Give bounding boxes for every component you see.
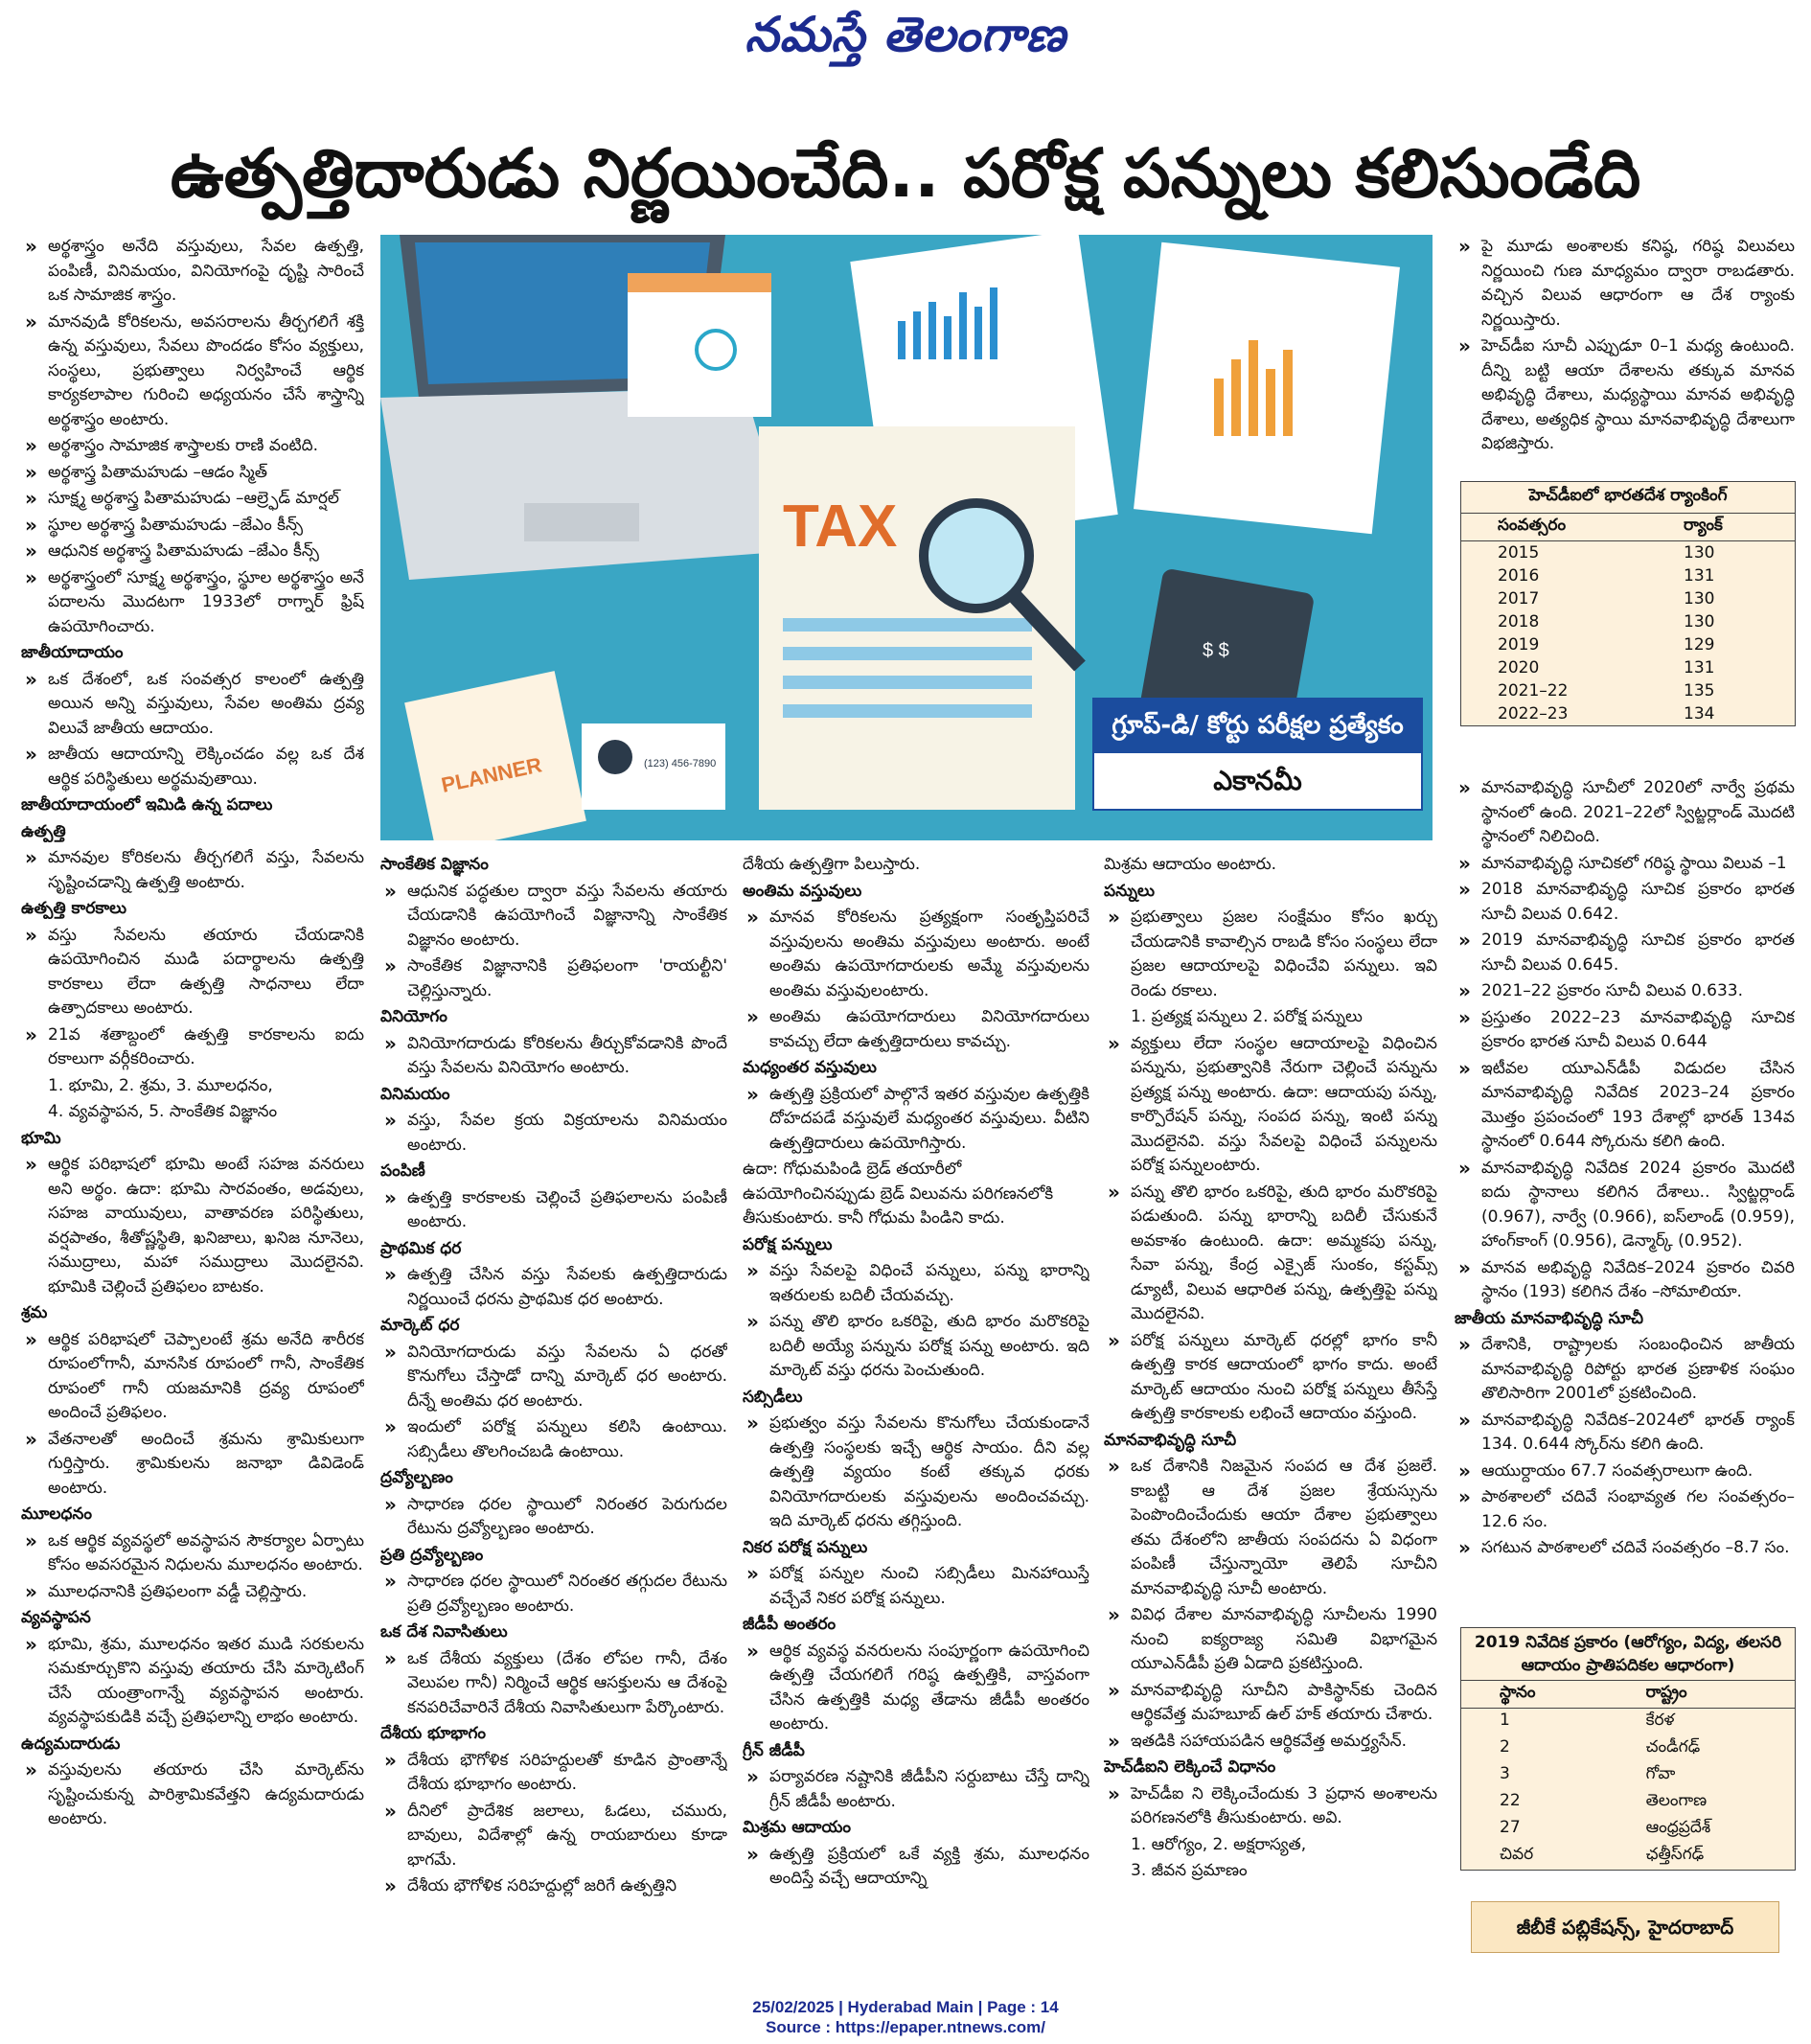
bullet-point: » అర్థశాస్త్రం అనేది వస్తువులు, సేవల ఉత్పత్తి, పంపిణీ, వినిమయం, వినియోగంపై దృష్టి సారించే ఒక సామాజిక శాస్త్రం.	[21, 235, 364, 309]
table-cell: 2021–22	[1498, 681, 1569, 700]
bullet-point: » 2021–22 ప్రకారం సూచీ విలువ 0.633.	[1455, 979, 1795, 1004]
table-cell: తెలంగాణ	[1645, 1791, 1708, 1810]
section-heading: గ్రీన్‌ జీడీపీ	[743, 1740, 805, 1760]
header-position: స్థానం	[1500, 1683, 1536, 1702]
table-row	[1461, 656, 1795, 679]
table-row	[1461, 702, 1795, 725]
bullet-point: » దేశానికి, రాష్ట్రాలకు సంబంధించిన జాతీయ మానవాభివృద్ధి రిపోర్టు భారత ప్రణాళిక సంఘం తొలిసారిగా 2001లో ప్రకటించింది.	[1455, 1333, 1795, 1407]
state-table-caption: 2019 నివేదిక ప్రకారం (ఆరోగ్యం, విద్య, తలసరి ఆదాయం ప్రాతిపదికల ఆధారంగా)	[1461, 1628, 1795, 1681]
table-row	[1461, 1843, 1795, 1870]
section-heading: ఉత్పత్తి	[21, 821, 66, 841]
bullet-point: » వినియోగదారుడు వస్తు సేవలను ఏ ధరతో కొనుగోలు చేస్తాడో దాన్ని మార్కెట్‌ ధర అంటారు. దీన్నే అంతిమ ధర అంటారు.	[380, 1341, 727, 1414]
bullet-point: » దేశీయ భౌగోళిక సరిహద్దుల్లో జరిగే ఉత్పత్తిని	[380, 1874, 727, 1899]
bullet-point: » మానవాభివృద్ధి సూచీని పాకిస్థాన్‌కు చెందిన ఆర్థికవేత్త మహబూబ్‌ ఉల్‌ హక్‌ తయారు చేశారు.	[1104, 1679, 1437, 1728]
bullet-point: » వస్తు, సేవల క్రయ విక్రయాలను వినిమయం అంటారు.	[380, 1109, 727, 1158]
section-heading: నికర పరోక్ష పన్నులు	[743, 1537, 868, 1557]
calendar-icon	[628, 273, 771, 417]
table-cell: 2018	[1498, 612, 1540, 632]
bullet-point: » పర్యావరణ నష్టానికి జీడీపీని సర్దుబాటు చేస్తే దాన్ని గ్రీన్‌ జీడీపీ అంటారు.	[743, 1765, 1089, 1814]
table-cell: 1	[1500, 1711, 1510, 1730]
banner-subject: ఎకానమీ	[1092, 753, 1423, 811]
section-heading: వ్యవస్థాపన	[21, 1608, 91, 1627]
section-heading: జాతీయాదాయంలో ఇమిడి ఉన్న పదాలు	[21, 795, 273, 815]
bullet-point: » పాఠశాలలో చదివే సంభావ్యత గల సంవత్సరం– 12.6 సం.	[1455, 1485, 1795, 1534]
banner-title: గ్రూప్‌-డి/ కోర్టు పరీక్షల ప్రత్యేకం	[1092, 698, 1423, 753]
hdi-table-caption: హెచ్‌డీఐలో భారతదేశ ర్యాంకింగ్‌	[1461, 482, 1795, 514]
bullet-point: » సూక్ష్మ అర్థశాస్త్ర పితామహుడు –ఆల్ర్ఫెడ్‌ మార్షల్‌	[21, 487, 364, 512]
bullet-point: » వ్యక్తులు లేదా సంస్థల ఆదాయాలపై విధించిన పన్నును, ప్రభుత్వానికి నేరుగా చెల్లించే పన్నును ప్రత్యక్ష పన్ను అంటారు. ఉదా: ఆదాయపు పన్ను, కార్పొరేషన్‌ పన్ను, సంపద పన్ను, ఇంటి పన్ను మొదలైనవి. వస్తు సేవలపై విధించే పన్నులను పరోక్ష పన్నులంటారు.	[1104, 1032, 1437, 1179]
bullet-point: » ఒక దేశంలో, ఒక సంవత్సర కాలంలో ఉత్పత్తి అయిన అన్ని వస్తువులు, సేవల అంతిమ ద్రవ్య విలువే జాతీయ ఆదాయం.	[21, 668, 364, 742]
bullet-point: » భూమి, శ్రమ, మూలధనం ఇతర ముడి సరకులను సమకూర్చుకొని వస్తువు తయారు చేసి మార్కెటింగ్‌ చేసే యంత్రాంగాన్నే వ్యవస్థాపన అంటారు. వ్యవస్థాపకుడికి వచ్చే ప్రతిఫలాన్ని లాభం అంటారు.	[21, 1633, 364, 1731]
table-cell: గోవా	[1645, 1764, 1676, 1783]
section-heading: దేశీయ భూభాగం	[380, 1724, 486, 1743]
table-cell: 2017	[1498, 589, 1540, 609]
section-heading: జాతీయ మానవాభివృద్ధి సూచీ	[1455, 1308, 1643, 1328]
footer-source-link[interactable]: Source : https://epaper.ntnews.com/	[766, 2018, 1045, 2036]
column-2	[380, 853, 727, 1964]
section-heading: ఉద్యమదారుడు	[21, 1734, 121, 1754]
bullet-point: » వినియోగదారుడు కోరికలను తీర్చుకోవడానికి పొందే వస్తు సేవలను వినియోగం అంటారు.	[380, 1032, 727, 1081]
hdi-ranking-table	[1460, 481, 1796, 726]
table-row	[1461, 1735, 1795, 1762]
bullet-point: » మానవాభివృద్ధి సూచికలో గరిష్ఠ స్థాయి విలువ –1	[1455, 852, 1795, 877]
bullet-point: » పన్ను తొలి భారం ఒకరిపై, తుది భారం మరొకరిపై బదిలీ అయ్యే పన్నును పరోక్ష పన్ను అంటారు. ఇది మార్కెట్‌ వస్తు ధరను పెంచుతుంది.	[743, 1310, 1089, 1384]
header-rank: ర్యాంక్‌	[1684, 516, 1723, 535]
section-heading: జాతీయాదాయం	[21, 643, 124, 662]
bullet-point: » ఒక ఆర్థిక వ్యవస్థలో అవస్థాపన సౌకర్యాల ఏర్పాటు కోసం అవసరమైన నిధులను మూలధనం అంటారు.	[21, 1529, 364, 1578]
paragraph: 1. భూమి, 2. శ్రమ, 3. మూలధనం,	[48, 1075, 273, 1095]
table-cell: 130	[1684, 543, 1715, 563]
section-heading: అంతిమ వస్తువులు	[743, 881, 862, 901]
table-cell: 2020	[1498, 658, 1540, 678]
bullet-point: » మానవాభివృద్ధి సూచీలో 2020లో నార్వే ప్రథమ స్థానంలో ఉంది. 2021–22లో స్విట్జర్లాండ్‌ మొదటి స్థానంలో నిలిచింది.	[1455, 776, 1795, 850]
table-cell: 135	[1684, 681, 1715, 700]
bullet-point: » మానవుల కోరికలను తీర్చగలిగే వస్తు, సేవలను సృష్టించడాన్ని ఉత్పత్తి అంటారు.	[21, 846, 364, 895]
bullet-point: » దేశీయ భౌగోళిక సరిహద్దులతో కూడిన ప్రాంతాన్నే దేశీయ భూభాగం అంటారు.	[380, 1749, 727, 1798]
planner-label: PLANNER	[439, 752, 544, 797]
headline: ఉత్పత్తిదారుడు నిర్ణయించేది.. పరోక్ష పన్నులు కలిసుండేది	[170, 134, 1641, 213]
paragraph: 3. జీవన ప్రమాణం	[1131, 1861, 1248, 1880]
bullet-point: » ఆర్థిక పరిభాషలో చెప్పాలంటే శ్రమ అనేది శారీరక రూపంలోగానీ, మానసిక రూపంలో గానీ, సాంకేతిక రూపంలో గానీ యజమానికి ద్రవ్య రూపంలో అందించే ప్రతిఫలం.	[21, 1328, 364, 1426]
section-heading: జీడీపీ అంతరం	[743, 1615, 837, 1634]
bullet-point: » సగటున పాఠశాలలో చదివే సంవత్సరం –8.7 సం.	[1455, 1536, 1795, 1561]
table-cell: 130	[1684, 612, 1715, 632]
masthead	[0, 0, 1811, 69]
column-3	[743, 853, 1089, 1964]
bullet-point: » 2019 మానవాభివృద్ధి సూచిక ప్రకారం భారత సూచీ విలువ 0.645.	[1455, 929, 1795, 977]
section-heading: మానవాభివృద్ధి సూచీ	[1104, 1430, 1237, 1450]
column-5-top	[1455, 235, 1795, 474]
bullet-point: » అంతిమ ఉపయోగదారులు వినియోగదారులు కావచ్చు లేదా ఉత్పత్తిదారులు కావచ్చు.	[743, 1005, 1089, 1054]
table-cell: చివర	[1500, 1845, 1534, 1864]
section-heading: ప్రతి ద్రవ్యోల్బణం	[380, 1545, 484, 1565]
table-row	[1461, 679, 1795, 702]
bullet-point: » పన్ను తొలి భారం ఒకరిపై, తుది భారం మరొకరిపై పడుతుంది. పన్ను భారాన్ని బదిలీ చేసుకునే అవకాశం ఉంటుంది. ఉదా: అమ్మకపు పన్ను, సేవా పన్ను, కేంద్ర ఎక్సైజ్‌ సుంకం, కస్టమ్స్‌ డ్యూటీ, విలువ ఆధారిత పన్ను, ఉత్పత్తిపై పన్ను మొదలైనవి.	[1104, 1181, 1437, 1327]
bullet-point: » హెచ్‌డీఐ ని లెక్కించేందుకు 3 ప్రధాన అంశాలను పరిగణనలోకి తీసుకుంటారు. అవి.	[1104, 1782, 1437, 1831]
bullet-point: » స్థూల అర్థశాస్త్ర పితామహుడు –జేఎం కీన్స్‌	[21, 514, 364, 539]
bullet-point: » మూలధనానికి ప్రతిఫలంగా వడ్డీ చెల్లిస్తారు.	[21, 1580, 364, 1605]
section-heading: పరోక్ష పన్నులు	[743, 1234, 833, 1254]
table-cell: ఛత్తీస్‌గఢ్‌	[1645, 1845, 1705, 1864]
section-heading: పన్నులు	[1104, 881, 1155, 901]
id-card-icon	[582, 723, 725, 810]
bullet-point: » సాధారణ ధరల స్థాయిలో నిరంతర పెరుగుదల రేటును ద్రవ్యోల్బణం అంటారు.	[380, 1493, 727, 1542]
bullet-point: » 21వ శతాబ్దంలో ఉత్పత్తి కారకాలను ఐదు రకాలుగా వర్గీకరించారు.	[21, 1023, 364, 1072]
table-cell: 131	[1684, 658, 1715, 678]
bullet-point: » వస్తువులను తయారు చేసి మార్కెట్‌ను సృష్టించుకున్న పారిశ్రామికవేత్తని ఉద్యమదారుడు అంటారు.	[21, 1758, 364, 1832]
table-row	[1461, 1789, 1795, 1816]
bullet-point: » అర్థశాస్త్ర పితామహుడు –ఆడం స్మిత్‌	[21, 461, 364, 486]
masthead-logo: నమస్తే తెలంగాణ	[745, 6, 1066, 62]
column-1	[21, 235, 364, 1960]
bullet-point: » మానవ అభివృద్ధి నివేదిక–2024 ప్రకారం చివరి స్థానం (193) కలిగిన దేశం –సోమాలియా.	[1455, 1256, 1795, 1305]
bullet-point: » ఉత్పత్తి ప్రక్రియలో పాల్గొనే ఇతర వస్తువుల ఉత్పత్తికి దోహదపడే వస్తువులే మధ్యంతర వస్తువులు. వీటిని ఉత్పత్తిదారులు ఉపయోగిస్తారు.	[743, 1083, 1089, 1157]
paragraph: 1. ఆరోగ్యం, 2. అక్షరాస్యత,	[1131, 1834, 1307, 1854]
footer-date-edition: 25/02/2025 | Hyderabad Main | Page : 14	[752, 1998, 1059, 2016]
section-heading: మార్కెట్‌ ధర	[380, 1316, 460, 1335]
bullet-point: » ఉత్పత్తి ప్రక్రియలో ఒకే వ్యక్తి శ్రమ, మూలధనం అందిస్తే వచ్చే ఆదాయాన్ని	[743, 1843, 1089, 1892]
paragraph: మిశ్రమ ఆదాయం అంటారు.	[1104, 855, 1277, 874]
table-row	[1461, 1762, 1795, 1789]
table-row	[1461, 1709, 1795, 1735]
bullet-point: » వేతనాలతో అందించే శ్రమను శ్రామికులుగా గుర్తిస్తారు. శ్రామికులను జనాభా డివిడెండ్‌ అంటారు.	[21, 1428, 364, 1502]
bullet-point: » ప్రభుత్వాలు ప్రజల సంక్షేమం కోసం ఖర్చు చేయడానికి కావాల్సిన రాబడి కోసం సంస్థలు లేదా ప్రజల ఆదాయాలపై విధించేవి పన్నులు. ఇవి రెండు రకాలు.	[1104, 906, 1437, 1003]
section-heading: సాంకేతిక విజ్ఞానం	[380, 855, 489, 874]
bullet-point: » ఆర్థిక పరిభాషలో భూమి అంటే సహజ వనరులు అని అర్థం. ఉదా: భూమి సారవంతం, అడవులు, సహజ వాయువులు, వాతావరణ పరిస్థితులు, వర్షపాతం, శీతోష్ణస్థితి, ఖనిజాలు, ఖనిజ నూనెలు, సముద్రాలు, మహా సముద్రాలు మొదలైనవి. భూమికి చెల్లించే ప్రతిఫలం బాటకం.	[21, 1153, 364, 1299]
section-heading: ఒక దేశ నివాసితులు	[380, 1622, 508, 1642]
section-heading: ద్రవ్యోల్బణం	[380, 1468, 453, 1487]
bullet-point: » వివిధ దేశాల మానవాభివృద్ధి సూచీలను 1990 నుంచి ఐక్యరాజ్య సమితి విభాగమైన యూఎన్‌డీపీ ప్రతి ఏడాది ప్రకటిస్తుంది.	[1104, 1603, 1437, 1677]
table-cell: 129	[1684, 635, 1715, 655]
tax-label: TAX	[783, 494, 898, 560]
section-heading: సబ్సిడీలు	[743, 1387, 803, 1407]
bullet-point: » పరోక్ష పన్నులు మార్కెట్‌ ధరల్లో భాగం కానీ ఉత్పత్తి కారక ఆదాయంలో భాగం కాదు. అంటే మార్కెట్‌ ఆదాయం నుంచి పరోక్ష పన్నులు తీసేస్తే ఉత్పత్తి కారకాలకు లభించే ఆదాయం వస్తుంది.	[1104, 1329, 1437, 1427]
section-heading: భూమి	[21, 1128, 61, 1148]
table-cell: 134	[1684, 704, 1715, 723]
table-cell: 2016	[1498, 566, 1540, 586]
section-heading: మూలధనం	[21, 1504, 92, 1524]
table-row	[1461, 1816, 1795, 1843]
bullet-point: » ఆధునిక పద్ధతుల ద్వారా వస్తు సేవలను తయారు చేయడానికి ఉపయోగించే విజ్ఞానాన్ని సాంకేతిక విజ్ఞానం అంటారు.	[380, 880, 727, 953]
bullet-point: » పరోక్ష పన్నుల నుంచి సబ్సిడీలు మినహాయిస్తే వచ్చేవే నికర పరోక్ష పన్నులు.	[743, 1562, 1089, 1611]
bullet-point: » సాంకేతిక విజ్ఞానానికి ప్రతిఫలంగా 'రాయల్టీని' చెల్లిస్తున్నారు.	[380, 954, 727, 1003]
bar-chart-document-2	[1134, 242, 1400, 535]
paragraph: 4. వ్యవస్థాపన, 5. సాంకేతిక విజ్ఞానం	[48, 1102, 278, 1121]
bullet-point: » మానవ కోరికలను ప్రత్యక్షంగా సంతృప్తిపరిచే వస్తువులను అంతిమ వస్తువులు అంటారు. అంటే అంతిమ ఉపయోగదారులకు అమ్మే వస్తువులను అంతిమ వస్తువులంటారు.	[743, 906, 1089, 1003]
hdi-table-header	[1461, 514, 1795, 541]
bullet-point: » ఆర్థిక వ్యవస్థ వనరులను సంపూర్ణంగా ఉపయోగించి ఉత్పత్తి చేయగలిగే గరిష్ఠ ఉత్పత్తికి, వాస్తవంగా చేసిన ఉత్పత్తికి మధ్య తేడాను జీడీపీ అంతరం అంటారు.	[743, 1640, 1089, 1737]
table-cell: 131	[1684, 566, 1715, 586]
table-cell: 2	[1500, 1737, 1510, 1757]
table-cell: 22	[1500, 1791, 1521, 1810]
table-cell: ఆంధ్రప్రదేశ్‌	[1645, 1818, 1711, 1837]
bullet-point: » జాతీయ ఆదాయాన్ని లెక్కించడం వల్ల ఒక దేశ ఆర్థిక పరిస్థితులు అర్థమవుతాయి.	[21, 743, 364, 792]
bullet-point: » ఇందులో పరోక్ష పన్నులు కలిసి ఉంటాయి. సబ్సిడీలు తొలగించబడి ఉంటాయి.	[380, 1415, 727, 1464]
svg-text:$ $: $ $	[1203, 640, 1229, 661]
table-cell: 2022–23	[1498, 704, 1569, 723]
publisher-credit: జీబీకే పబ్లికేషన్స్‌, హైదరాబాద్‌	[1471, 1901, 1779, 1953]
column-4	[1104, 853, 1437, 1964]
table-row	[1461, 541, 1795, 564]
section-heading: వినియోగం	[380, 1007, 447, 1026]
header-state: రాష్ట్రం	[1645, 1683, 1687, 1702]
bullet-point: » సాధారణ ధరల స్థాయిలో నిరంతర తగ్గుదల రేటును ప్రతి ద్రవ్యోల్బణం అంటారు.	[380, 1570, 727, 1619]
bullet-point: » మానవాభివృద్ధి నివేదిక 2024 ప్రకారం మొదటి ఐదు స్థానాలు కలిగిన దేశాలు.. స్విట్జర్లాండ్‌ (0.967), నార్వే (0.966), ఐస్‌లాండ్‌ (0.959), హాంగ్‌కాంగ్‌ (0.956), డెన్మార్క్‌ (0.952).	[1455, 1157, 1795, 1254]
bullet-point: » మానవుడి కోరికలను, అవసరాలను తీర్చగలిగే శక్తి ఉన్న వస్తువులు, సేవలు పొందడం కోసం వ్యక్తులు, సంస్థలు, ప్రభుత్వాలు నిర్వహించే ఆర్థిక కార్యకలాపాల గురించి అధ్యయనం చేసే శాస్త్రాన్ని అర్థశాస్త్రం అంటారు.	[21, 310, 364, 433]
bullet-point: » ప్రస్తుతం 2022–23 మానవాభివృద్ధి సూచిక ప్రకారం భారత సూచీ విలువ 0.644	[1455, 1006, 1795, 1055]
bullet-point: » ఇటీవల యూఎన్‌డీపీ విడుదల చేసిన మానవాభివృద్ధి నివేదిక 2023–24 ప్రకారం మొత్తం ప్రపంచంలో 193 దేశాల్లో భారత్‌ 134వ స్థానంలో 0.644 స్కోరును కలిగి ఉంది.	[1455, 1057, 1795, 1155]
svg-text:(123) 456-7890: (123) 456-7890	[644, 758, 717, 769]
bullet-point: » దీనిలో ప్రాదేశిక జలాలు, ఓడలు, చమురు, బావులు, విదేశాల్లో ఉన్న రాయబారులు కూడా భాగమే.	[380, 1800, 727, 1873]
section-heading: వినిమయం	[380, 1084, 450, 1104]
table-cell: 2015	[1498, 543, 1540, 563]
header-year: సంవత్సరం	[1498, 516, 1567, 535]
section-heading: పంపిణీ	[380, 1161, 425, 1181]
bullet-point: » ఒక దేశానికి నిజమైన సంపద ఆ దేశ ప్రజలే. కాబట్టి ఆ దేశ ప్రజల శ్రేయస్సును పెంపొందించేందుకు ఆయా దేశాల ప్రభుత్వాలు తమ దేశంలోని జాతీయ సంపదను ఏ విధంగా పంపిణీ చేస్తున్నాయో తెలిపే సూచీని మానవాభివృద్ధి సూచీ అంటారు.	[1104, 1455, 1437, 1601]
bullet-point: » ప్రభుత్వం వస్తు సేవలను కొనుగోలు చేయకుండానే ఉత్పత్తి సంస్థలకు ఇచ్చే ఆర్థిక సాయం. దీని వల్ల ఉత్పత్తి వ్యయం కంటే తక్కువ ధరకు వినియోగదారులకు వస్తువులను అందించవచ్చు. ఇది మార్కెట్‌ ధరను తగ్గిస్తుంది.	[743, 1412, 1089, 1534]
section-banner	[1092, 698, 1423, 816]
paragraph: 1. ప్రత్యక్ష పన్నులు 2. పరోక్ష పన్నులు	[1131, 1007, 1363, 1026]
bullet-point: » పై మూడు అంశాలకు కనిష్ఠ, గరిష్ఠ విలువలు నిర్ణయించి గుణ మాధ్యమం ద్వారా రాబడతారు. వచ్చిన విలువ ఆధారంగా ఆ దేశ ర్యాంకు నిర్ణయిస్తారు.	[1455, 235, 1795, 333]
section-heading: శ్రమ	[21, 1303, 48, 1322]
table-row	[1461, 610, 1795, 633]
section-heading: ప్రాథమిక ధర	[380, 1238, 462, 1258]
column-5-bottom	[1455, 776, 1795, 1619]
bullet-point: » ఆధునిక అర్థశాస్త్ర పితామహుడు –జేఎం కీన్స్‌	[21, 540, 364, 564]
bullet-point: » ఉత్పత్తి కారకాలకు చెల్లించే ప్రతిఫలాలను పంపిణీ అంటారు.	[380, 1186, 727, 1235]
bullet-point: » మానవాభివృద్ధి నివేదిక–2024లో భారత్‌ ర్యాంక్‌ 134. 0.644 స్కోర్‌ను కలిగి ఉంది.	[1455, 1409, 1795, 1458]
bullet-point: » ఇతడికి సహాయపడిన ఆర్థికవేత్త అమర్త్యసేన్‌.	[1104, 1730, 1437, 1755]
table-row	[1461, 564, 1795, 587]
state-table-header	[1461, 1681, 1795, 1709]
paragraph: దేశీయ ఉత్పత్తిగా పిలుస్తారు.	[743, 855, 921, 874]
bullet-point: » హెచ్‌డీఐ సూచీ ఎప్పుడూ 0–1 మధ్య ఉంటుంది. దీన్ని బట్టి ఆయా దేశాలను తక్కువ మానవ అభివృద్ధి దేశాలు, మధ్యస్థాయి మానవ అభివృద్ధి దేశాలు, అత్యధిక స్థాయి మానవాభివృద్ధి దేశాలుగా విభజిస్తారు.	[1455, 334, 1795, 457]
table-cell: 27	[1500, 1818, 1521, 1837]
section-heading: మధ్యంతర వస్తువులు	[743, 1058, 877, 1077]
section-heading: హెచ్‌డీఐని లెక్కించే విధానం	[1104, 1757, 1276, 1777]
bullet-point: » వస్తు సేవలను తయారు చేయడానికి ఉపయోగించిన ముడి పదార్థాలను ఉత్పత్తి కారకాలు లేదా ఉత్పత్తి సాధనాలు లేదా ఉత్పాదకాలు అంటారు.	[21, 924, 364, 1022]
section-heading: ఉత్పత్తి కారకాలు	[21, 899, 127, 918]
table-row	[1461, 633, 1795, 656]
table-cell: 130	[1684, 589, 1715, 609]
table-cell: 3	[1500, 1764, 1510, 1783]
table-cell: చండీగఢ్‌	[1645, 1737, 1701, 1757]
table-cell: కేరళ	[1645, 1711, 1675, 1730]
bullet-point: » 2018 మానవాభివృద్ధి సూచిక ప్రకారం భారత సూచీ విలువ 0.642.	[1455, 878, 1795, 927]
bullet-point: » ఒక దేశీయ వ్యక్తులు (దేశం లోపల గానీ, దేశం వెలుపల గానీ) నిర్మించే ఆర్థిక ఆసక్తులను ఆ దేశంపై కనపరిచేవారినే దేశీయ నివాసితులుగా పేర్కొంటారు.	[380, 1647, 727, 1721]
table-cell: 2019	[1498, 635, 1540, 655]
bullet-point: » ఉత్పత్తి చేసిన వస్తు సేవలకు ఉత్పత్తిదారుడు నిర్ణయించే ధరను ప్రాథమిక ధర అంటారు.	[380, 1263, 727, 1312]
bullet-point: » అర్థశాస్త్రం సామాజిక శాస్త్రాలకు రాణి వంటిది.	[21, 434, 364, 459]
bullet-point: » అర్థశాస్త్రంలో సూక్ష్మ అర్థశాస్త్రం, స్థూల అర్థశాస్త్రం అనే పదాలను మొదటగా 1933లో రాగ్నార్‌ ఫ్రిష్‌ ఉపయోగించారు.	[21, 566, 364, 640]
table-row	[1461, 587, 1795, 610]
paragraph: ఉదా: గోధుమపిండి బ్రెడ్‌ తయారీలో ఉపయోగించినప్పుడు బ్రెడ్‌ విలువను పరిగణనలోకి తీసుకుంటారు. కానీ గోధుమ పిండిని కాదు.	[743, 1160, 1054, 1228]
bullet-point: » వస్తు సేవలపై విధించే పన్నులు, పన్ను భారాన్ని ఇతరులకు బదిలీ చేయవచ్చు.	[743, 1259, 1089, 1308]
bullet-point: » ఆయుర్దాయం 67.7 సంవత్సరాలుగా ఉంది.	[1455, 1459, 1795, 1484]
state-ranking-table	[1460, 1627, 1796, 1871]
section-heading: మిశ్రమ ఆదాయం	[743, 1818, 851, 1837]
